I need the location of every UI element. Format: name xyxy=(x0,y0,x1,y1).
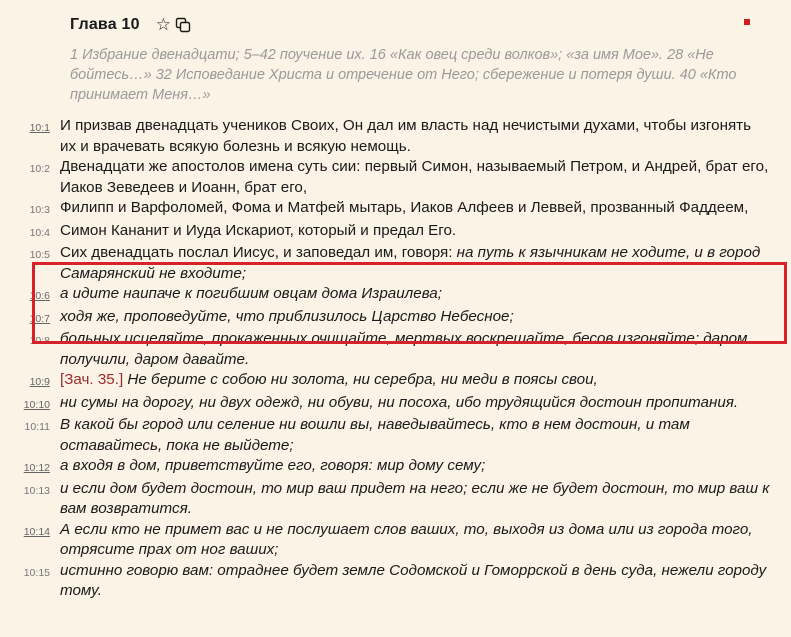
verse-row xyxy=(0,116,791,157)
verse-speech: на путь к язычникам не ходите, и в город Самарянский не входите; xyxy=(60,244,761,282)
copy-icon[interactable] xyxy=(175,17,191,33)
verse-text xyxy=(60,157,770,198)
verse-speech: и если дом будет достоин, то мир ваш придет на него; если же не будет достоин, то мир ваш к вам возвратится. xyxy=(60,479,770,517)
verse-narrative: Филипп и Варфоломей, Фома и Матфей мытарь, Иаков Алфеев и Леввей, прозванный Фаддеем, xyxy=(60,199,749,216)
verse-narrative: Двенадцати же апостолов имена суть сии: первый Симон, называемый Петром, и Андрей, брат его, Иаков Зеведеев и Иоанн, брат его, xyxy=(60,158,769,196)
verse-speech: ходя же, проповедуйте, что приблизилось Царство Небесное; xyxy=(60,307,514,325)
verse-row xyxy=(0,456,791,479)
verse-row xyxy=(0,479,791,520)
verse-row xyxy=(0,393,791,416)
verse-list xyxy=(0,116,791,602)
verse-number[interactable]: 10:3 xyxy=(29,204,50,216)
verse-number[interactable]: 10:11 xyxy=(24,421,50,433)
verse-speech: больных исцеляйте, прокаженных очищайте, мертвых воскрешайте, бесов изгоняйте; даром получили, даром давайте. xyxy=(60,330,748,368)
verse-number[interactable]: 10:14 xyxy=(23,525,50,538)
verse-speech: а входя в дом, приветствуйте его, говоря: мир дому сему; xyxy=(60,457,486,474)
verse-number[interactable]: 10:9 xyxy=(29,376,50,388)
verse-narrative: Симон Кананит и Иуда Искариот, который и предал Его. xyxy=(60,221,457,239)
verse-row xyxy=(0,561,791,602)
chapter-title: Глава 10 xyxy=(70,16,140,33)
verse-text xyxy=(60,116,770,157)
verse-number[interactable]: 10:1 xyxy=(29,122,50,134)
verse-number[interactable]: 10:10 xyxy=(23,398,50,411)
verse-number[interactable]: 10:12 xyxy=(23,462,50,474)
verse-row xyxy=(0,157,791,198)
verse-number[interactable]: 10:6 xyxy=(29,290,50,302)
verse-text xyxy=(60,561,770,602)
verse-row xyxy=(0,415,791,456)
verse-speech: Не берите с собою ни золота, ни серебра, ни меди в поясы свои, xyxy=(127,371,598,388)
chapter-header xyxy=(70,14,191,36)
verse-text xyxy=(60,393,770,416)
chapter-summary: 1 Избрание двенадцати; 5–42 поучение их. 16 «Как овец среди волков»; «за имя Мое». 28 «Не бойтесь…» 32 Исповедание Христа и отречение от Него; сбережение и потеря души. 40 «Кто принимает Меня…» xyxy=(70,47,737,103)
verse-narrative: И призвав двенадцать учеников Своих, Он дал им власть над нечистыми духами, чтобы изгонять их и врачевать всякую болезнь и всякую немощь. xyxy=(60,117,752,155)
verse-speech: а идите наипаче к погибшим овцам дома Израилева; xyxy=(60,285,442,302)
verse-number[interactable]: 10:4 xyxy=(29,226,50,239)
verse-narrative: Сих двенадцать послал Иисус, и заповедал им, говоря: xyxy=(60,244,457,261)
verse-text xyxy=(60,479,770,520)
verse-number[interactable]: 10:5 xyxy=(29,249,50,261)
verse-row xyxy=(0,370,791,393)
verse-text xyxy=(60,456,770,479)
verse-row xyxy=(0,221,791,244)
verse-speech: истинно говорю вам: отраднее будет земле Содомской и Гоморрской в день суда, нежели городу тому. xyxy=(60,561,767,599)
verse-number[interactable]: 10:7 xyxy=(29,312,50,325)
verse-row xyxy=(0,198,791,221)
highlight-box xyxy=(32,262,787,344)
zachalo-label: [Зач. 35.] xyxy=(60,371,128,388)
verse-number[interactable]: 10:13 xyxy=(23,484,50,497)
verse-row xyxy=(0,520,791,561)
verse-speech: В какой бы город или селение ни вошли вы, наведывайтесь, кто в нем достоин, и там оставайтесь, пока не выйдете; xyxy=(60,416,690,454)
verse-number[interactable]: 10:2 xyxy=(29,163,50,175)
verse-text xyxy=(60,415,770,456)
verse-text xyxy=(60,520,770,561)
verse-text xyxy=(60,221,770,244)
verse-number[interactable]: 10:8 xyxy=(29,335,50,347)
bookmark-marker-icon[interactable] xyxy=(744,19,750,25)
verse-speech: А если кто не примет вас и не послушает слов ваших, то, выходя из дома или из города того, отрясите прах от ног ваших; xyxy=(60,520,753,558)
verse-text xyxy=(60,198,770,221)
verse-speech: ни сумы на дорогу, ни двух одежд, ни обуви, ни посоха, ибо трудящийся достоин пропитания. xyxy=(60,393,739,411)
verse-text xyxy=(60,370,770,393)
verse-number[interactable]: 10:15 xyxy=(23,566,50,579)
star-icon[interactable]: ☆ xyxy=(155,15,171,34)
